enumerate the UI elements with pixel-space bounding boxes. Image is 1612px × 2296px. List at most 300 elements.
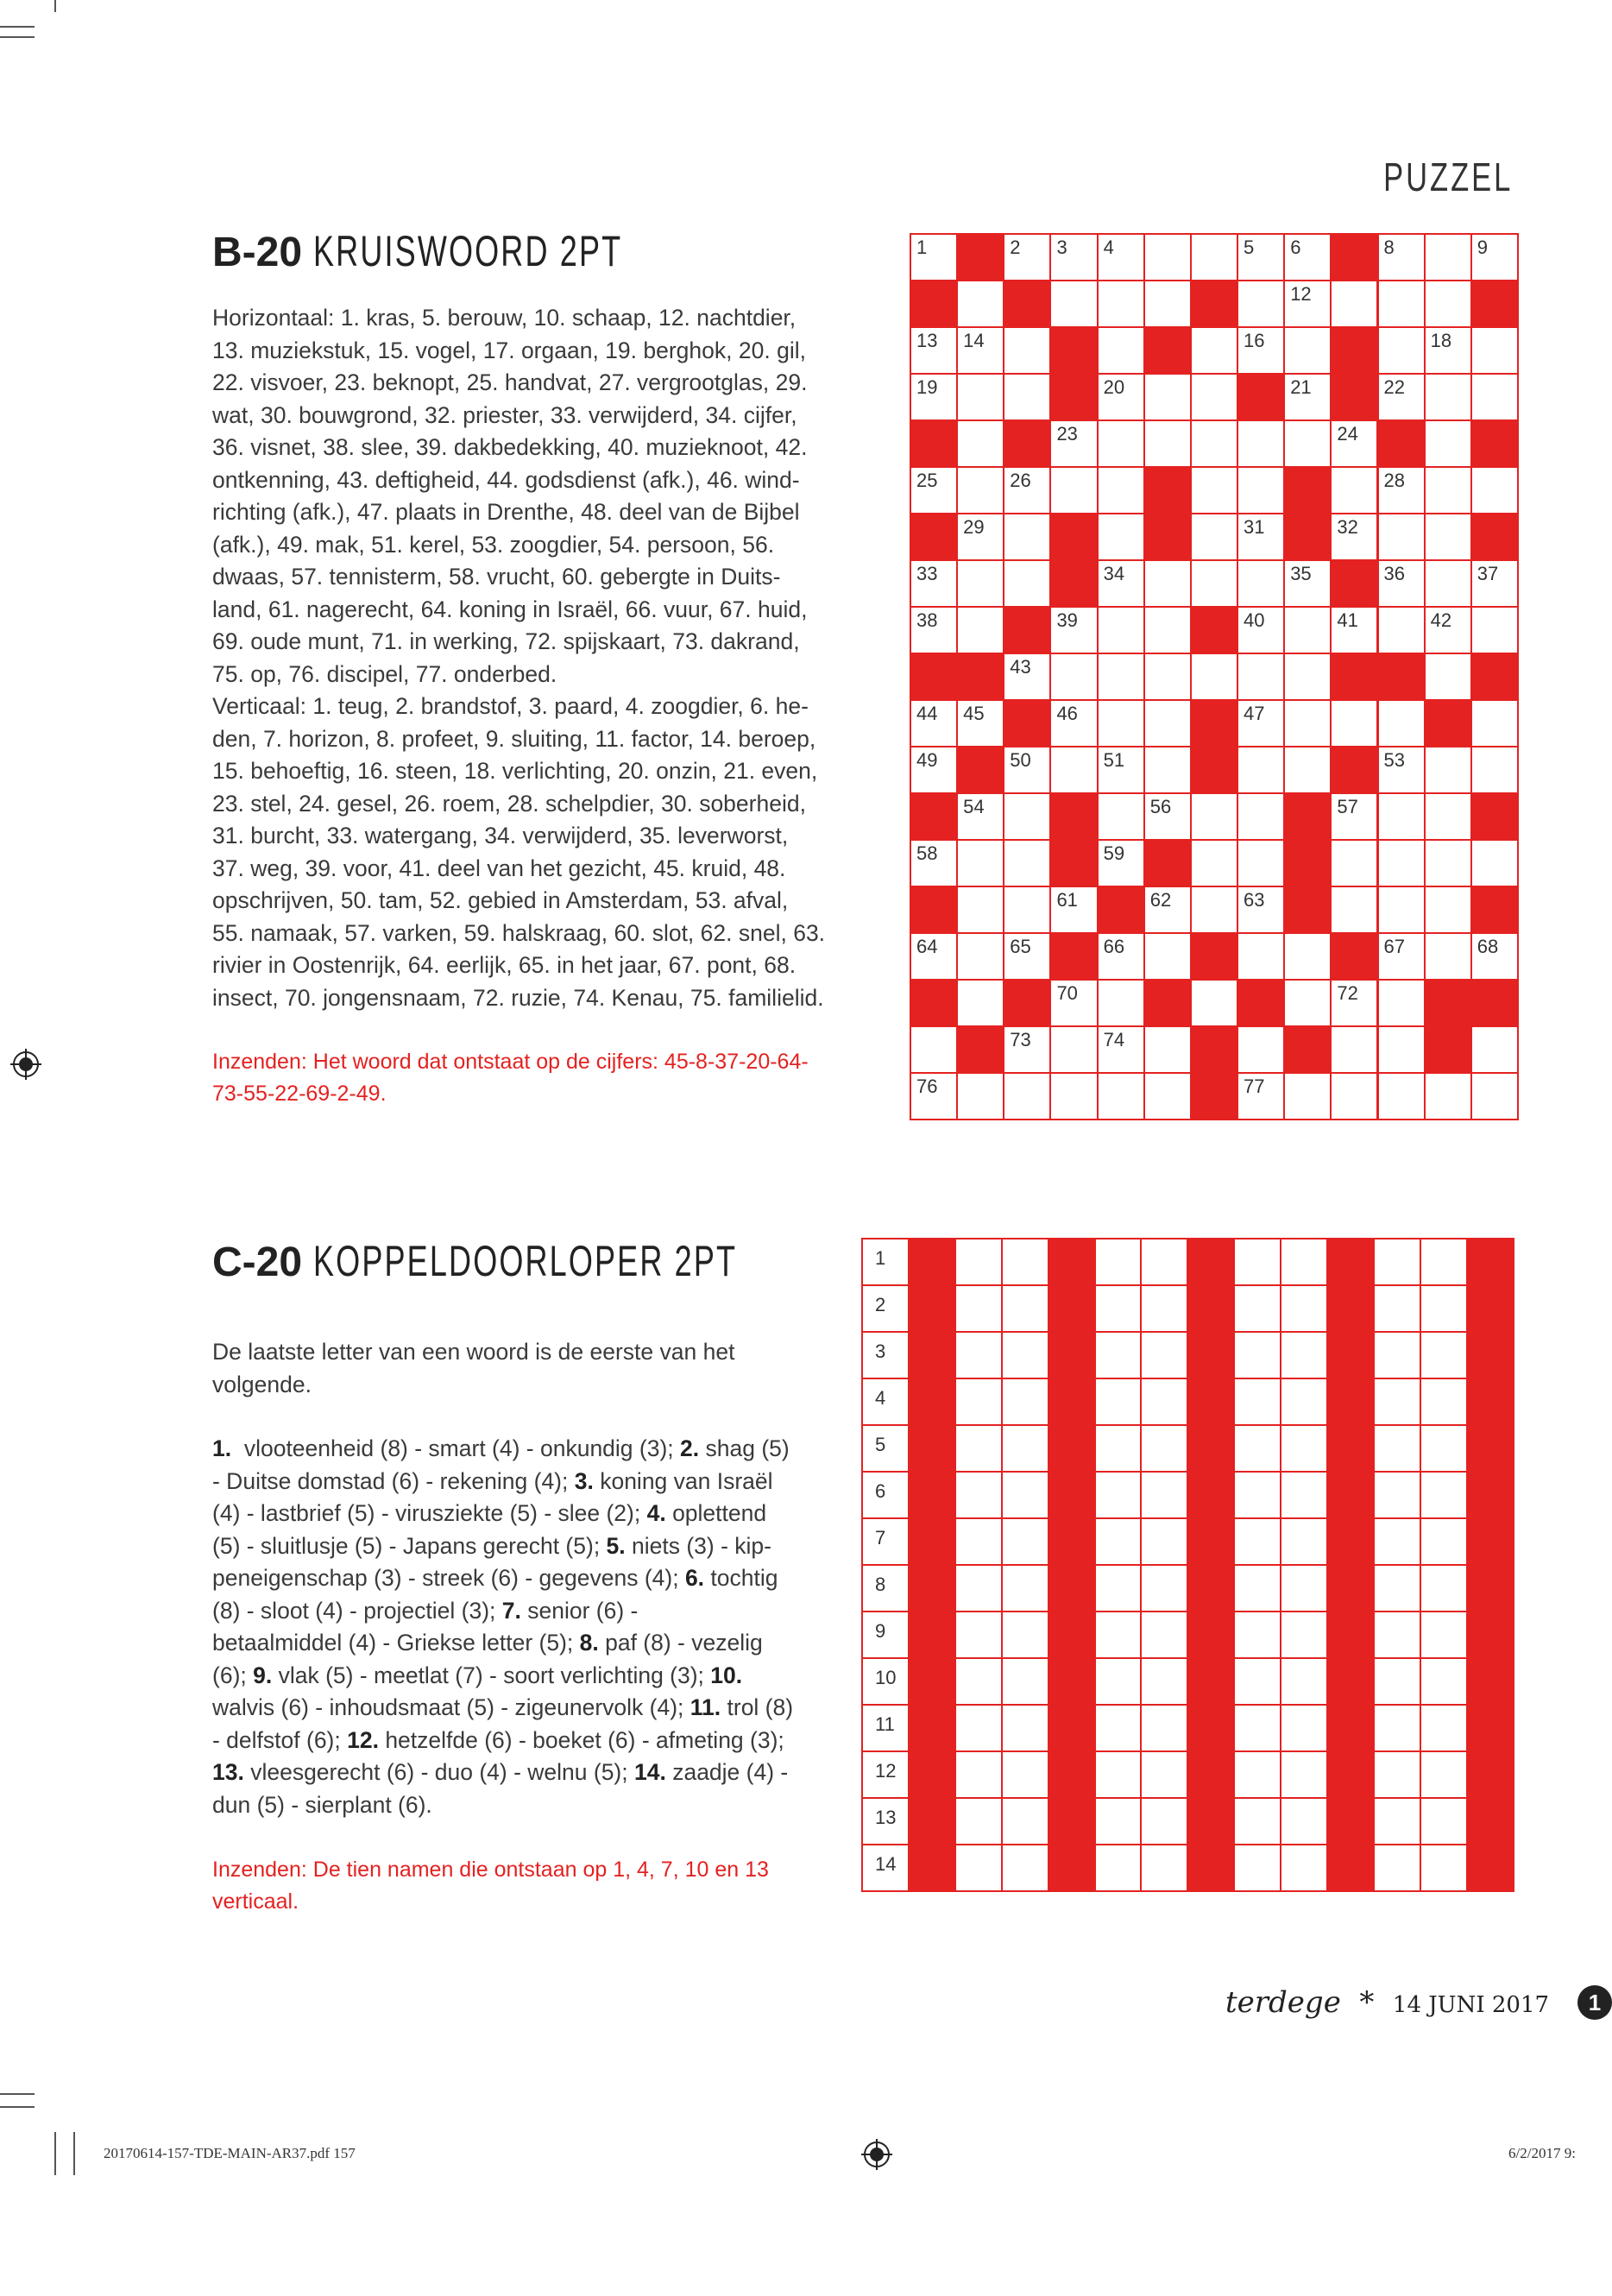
crossword-cell[interactable] — [1470, 839, 1519, 887]
crossword-cell[interactable] — [1003, 326, 1051, 375]
crossword-cell[interactable] — [1237, 233, 1285, 281]
puzzle-cell[interactable] — [1420, 1471, 1468, 1519]
crossword-cell[interactable] — [1097, 1072, 1145, 1120]
crossword-cell[interactable] — [956, 792, 1004, 841]
crossword-cell[interactable] — [1003, 1072, 1051, 1120]
crossword-cell[interactable] — [1143, 746, 1192, 794]
puzzle-cell[interactable] — [954, 1704, 1003, 1752]
puzzle-cell[interactable] — [1001, 1750, 1049, 1799]
crossword-cell[interactable] — [1470, 699, 1519, 747]
crossword-cell[interactable] — [910, 746, 958, 794]
puzzle-cell[interactable] — [1280, 1284, 1328, 1333]
crossword-cell[interactable] — [1190, 373, 1238, 421]
crossword-cell[interactable] — [956, 326, 1004, 375]
crossword-cell[interactable] — [1097, 280, 1145, 328]
puzzle-cell[interactable] — [1280, 1657, 1328, 1706]
puzzle-cell[interactable] — [1001, 1564, 1049, 1612]
highlight-column-cell[interactable] — [1048, 1611, 1096, 1659]
highlight-column-cell[interactable] — [908, 1657, 956, 1706]
highlight-column-cell[interactable] — [1326, 1564, 1375, 1612]
crossword-cell[interactable] — [1330, 1072, 1378, 1120]
highlight-column-cell[interactable] — [1466, 1471, 1514, 1519]
highlight-column-cell[interactable] — [1326, 1238, 1375, 1286]
crossword-cell[interactable] — [1470, 1025, 1519, 1074]
crossword-cell[interactable] — [1097, 513, 1145, 561]
puzzle-cell[interactable] — [954, 1238, 1003, 1286]
crossword-cell[interactable] — [1470, 373, 1519, 421]
crossword-cell[interactable] — [1143, 559, 1192, 608]
crossword-cell[interactable] — [1143, 1072, 1192, 1120]
puzzle-cell[interactable] — [1420, 1284, 1468, 1333]
crossword-cell[interactable] — [1330, 979, 1378, 1027]
highlight-column-cell[interactable] — [908, 1331, 956, 1379]
puzzle-cell[interactable] — [1094, 1657, 1143, 1706]
crossword-cell[interactable] — [956, 606, 1004, 654]
crossword-cell[interactable] — [910, 559, 958, 608]
crossword-cell[interactable] — [956, 280, 1004, 328]
puzzle-cell[interactable] — [1001, 1378, 1049, 1426]
highlight-column-cell[interactable] — [908, 1844, 956, 1892]
highlight-column-cell[interactable] — [1326, 1844, 1375, 1892]
crossword-cell[interactable] — [1143, 606, 1192, 654]
highlight-column-cell[interactable] — [908, 1424, 956, 1473]
puzzle-cell[interactable] — [1233, 1284, 1281, 1333]
crossword-cell[interactable] — [1003, 559, 1051, 608]
highlight-column-cell[interactable] — [1466, 1564, 1514, 1612]
crossword-cell[interactable] — [1237, 326, 1285, 375]
crossword-cell[interactable] — [1143, 1025, 1192, 1074]
puzzle-cell[interactable] — [1280, 1238, 1328, 1286]
puzzle-cell[interactable] — [1420, 1564, 1468, 1612]
highlight-column-cell[interactable] — [908, 1797, 956, 1845]
crossword-cell[interactable] — [1003, 233, 1051, 281]
puzzle-cell[interactable] — [1094, 1844, 1143, 1892]
puzzle-cell[interactable] — [1420, 1797, 1468, 1845]
crossword-cell[interactable] — [1377, 979, 1426, 1027]
crossword-cell[interactable] — [1049, 419, 1098, 468]
crossword-cell[interactable] — [1143, 932, 1192, 981]
crossword-cell[interactable] — [1097, 699, 1145, 747]
crossword-cell[interactable] — [910, 326, 958, 375]
puzzle-cell[interactable] — [954, 1657, 1003, 1706]
crossword-cell[interactable] — [1377, 559, 1426, 608]
crossword-cell[interactable] — [1097, 839, 1145, 887]
puzzle-cell[interactable] — [1373, 1331, 1421, 1379]
highlight-column-cell[interactable] — [1187, 1564, 1235, 1612]
crossword-cell[interactable] — [956, 513, 1004, 561]
puzzle-cell[interactable] — [1420, 1750, 1468, 1799]
crossword-cell[interactable] — [1470, 746, 1519, 794]
puzzle-cell[interactable] — [1233, 1238, 1281, 1286]
puzzle-cell[interactable] — [1280, 1611, 1328, 1659]
puzzle-cell[interactable] — [1001, 1471, 1049, 1519]
crossword-cell[interactable] — [1190, 839, 1238, 887]
puzzle-cell[interactable] — [861, 1331, 910, 1379]
puzzle-cell[interactable] — [1233, 1750, 1281, 1799]
crossword-cell[interactable] — [1097, 792, 1145, 841]
puzzle-cell[interactable] — [1094, 1331, 1143, 1379]
puzzle-cell[interactable] — [1094, 1704, 1143, 1752]
highlight-column-cell[interactable] — [1326, 1750, 1375, 1799]
highlight-column-cell[interactable] — [1326, 1378, 1375, 1426]
puzzle-cell[interactable] — [1001, 1611, 1049, 1659]
puzzle-cell[interactable] — [1233, 1471, 1281, 1519]
crossword-cell[interactable] — [1003, 886, 1051, 934]
crossword-cell[interactable] — [1424, 886, 1472, 934]
crossword-cell[interactable] — [910, 699, 958, 747]
crossword-cell[interactable] — [1283, 746, 1332, 794]
crossword-cell[interactable] — [1377, 746, 1426, 794]
highlight-column-cell[interactable] — [1048, 1517, 1096, 1566]
puzzle-cell[interactable] — [954, 1797, 1003, 1845]
crossword-cell[interactable] — [1283, 979, 1332, 1027]
crossword-cell[interactable] — [1143, 886, 1192, 934]
puzzle-cell[interactable] — [861, 1564, 910, 1612]
crossword-cell[interactable] — [956, 419, 1004, 468]
crossword-cell[interactable] — [1330, 419, 1378, 468]
crossword-cell[interactable] — [1049, 280, 1098, 328]
highlight-column-cell[interactable] — [1466, 1704, 1514, 1752]
crossword-cell[interactable] — [1003, 839, 1051, 887]
crossword-cell[interactable] — [1470, 466, 1519, 514]
crossword-cell[interactable] — [1049, 233, 1098, 281]
crossword-cell[interactable] — [1424, 792, 1472, 841]
crossword-cell[interactable] — [1003, 932, 1051, 981]
crossword-cell[interactable] — [1097, 979, 1145, 1027]
puzzle-cell[interactable] — [1094, 1517, 1143, 1566]
crossword-cell[interactable] — [1190, 886, 1238, 934]
crossword-cell[interactable] — [1143, 419, 1192, 468]
puzzle-cell[interactable] — [1373, 1844, 1421, 1892]
crossword-grid[interactable] — [910, 233, 1517, 1119]
puzzle-cell[interactable] — [1140, 1378, 1188, 1426]
highlight-column-cell[interactable] — [1048, 1471, 1096, 1519]
crossword-cell[interactable] — [1283, 1072, 1332, 1120]
crossword-cell[interactable] — [1377, 373, 1426, 421]
puzzle-cell[interactable] — [1420, 1517, 1468, 1566]
crossword-cell[interactable] — [1470, 559, 1519, 608]
highlight-column-cell[interactable] — [1048, 1331, 1096, 1379]
puzzle-cell[interactable] — [1001, 1797, 1049, 1845]
crossword-cell[interactable] — [1377, 932, 1426, 981]
crossword-cell[interactable] — [910, 466, 958, 514]
highlight-column-cell[interactable] — [1466, 1284, 1514, 1333]
puzzle-cell[interactable] — [1373, 1750, 1421, 1799]
highlight-column-cell[interactable] — [1187, 1378, 1235, 1426]
puzzle-cell[interactable] — [1140, 1424, 1188, 1473]
puzzle-cell[interactable] — [1420, 1611, 1468, 1659]
crossword-cell[interactable] — [1097, 559, 1145, 608]
crossword-cell[interactable] — [1330, 886, 1378, 934]
crossword-cell[interactable] — [1377, 466, 1426, 514]
crossword-cell[interactable] — [1470, 1072, 1519, 1120]
crossword-cell[interactable] — [1470, 326, 1519, 375]
highlight-column-cell[interactable] — [1326, 1657, 1375, 1706]
puzzle-cell[interactable] — [1094, 1797, 1143, 1845]
puzzle-cell[interactable] — [861, 1424, 910, 1473]
puzzle-cell[interactable] — [1420, 1657, 1468, 1706]
crossword-cell[interactable] — [1237, 466, 1285, 514]
puzzle-cell[interactable] — [1420, 1238, 1468, 1286]
highlight-column-cell[interactable] — [908, 1517, 956, 1566]
crossword-cell[interactable] — [956, 466, 1004, 514]
crossword-cell[interactable] — [1097, 466, 1145, 514]
puzzle-cell[interactable] — [1280, 1378, 1328, 1426]
crossword-cell[interactable] — [910, 1072, 958, 1120]
highlight-column-cell[interactable] — [1187, 1657, 1235, 1706]
puzzle-cell[interactable] — [1420, 1844, 1468, 1892]
puzzle-cell[interactable] — [1420, 1704, 1468, 1752]
highlight-column-cell[interactable] — [1466, 1657, 1514, 1706]
highlight-column-cell[interactable] — [908, 1750, 956, 1799]
crossword-cell[interactable] — [956, 699, 1004, 747]
highlight-column-cell[interactable] — [1187, 1331, 1235, 1379]
puzzle-cell[interactable] — [954, 1331, 1003, 1379]
puzzle-cell[interactable] — [1280, 1564, 1328, 1612]
crossword-cell[interactable] — [1330, 792, 1378, 841]
crossword-cell[interactable] — [1424, 419, 1472, 468]
highlight-column-cell[interactable] — [1048, 1797, 1096, 1845]
crossword-cell[interactable] — [1097, 606, 1145, 654]
puzzle-cell[interactable] — [1001, 1517, 1049, 1566]
crossword-cell[interactable] — [1237, 280, 1285, 328]
highlight-column-cell[interactable] — [908, 1284, 956, 1333]
crossword-cell[interactable] — [910, 373, 958, 421]
highlight-column-cell[interactable] — [1326, 1611, 1375, 1659]
highlight-column-cell[interactable] — [1048, 1844, 1096, 1892]
highlight-column-cell[interactable] — [1048, 1238, 1096, 1286]
puzzle-cell[interactable] — [1373, 1424, 1421, 1473]
puzzle-cell[interactable] — [1420, 1331, 1468, 1379]
crossword-cell[interactable] — [956, 979, 1004, 1027]
crossword-cell[interactable] — [1424, 559, 1472, 608]
puzzle-cell[interactable] — [1140, 1844, 1188, 1892]
puzzle-cell[interactable] — [1094, 1284, 1143, 1333]
crossword-cell[interactable] — [1330, 1025, 1378, 1074]
puzzle-cell[interactable] — [1373, 1284, 1421, 1333]
highlight-column-cell[interactable] — [1466, 1797, 1514, 1845]
crossword-cell[interactable] — [1283, 280, 1332, 328]
crossword-cell[interactable] — [1049, 466, 1098, 514]
crossword-cell[interactable] — [1283, 653, 1332, 701]
crossword-cell[interactable] — [1143, 373, 1192, 421]
highlight-column-cell[interactable] — [1187, 1844, 1235, 1892]
crossword-cell[interactable] — [1237, 559, 1285, 608]
highlight-column-cell[interactable] — [1187, 1424, 1235, 1473]
crossword-cell[interactable] — [1237, 653, 1285, 701]
crossword-cell[interactable] — [1283, 699, 1332, 747]
crossword-cell[interactable] — [1424, 932, 1472, 981]
puzzle-cell[interactable] — [1280, 1471, 1328, 1519]
highlight-column-cell[interactable] — [1466, 1844, 1514, 1892]
crossword-cell[interactable] — [1424, 1072, 1472, 1120]
puzzle-cell[interactable] — [1140, 1750, 1188, 1799]
crossword-cell[interactable] — [1424, 233, 1472, 281]
crossword-cell[interactable] — [1377, 886, 1426, 934]
puzzle-cell[interactable] — [954, 1284, 1003, 1333]
puzzle-cell[interactable] — [1140, 1657, 1188, 1706]
puzzle-cell[interactable] — [1373, 1378, 1421, 1426]
puzzle-cell[interactable] — [1140, 1704, 1188, 1752]
crossword-cell[interactable] — [1190, 559, 1238, 608]
crossword-cell[interactable] — [1143, 280, 1192, 328]
puzzle-cell[interactable] — [861, 1517, 910, 1566]
highlight-column-cell[interactable] — [1326, 1517, 1375, 1566]
puzzle-cell[interactable] — [1280, 1424, 1328, 1473]
highlight-column-cell[interactable] — [908, 1378, 956, 1426]
crossword-cell[interactable] — [1237, 699, 1285, 747]
crossword-cell[interactable] — [1330, 466, 1378, 514]
puzzle-cell[interactable] — [1233, 1424, 1281, 1473]
puzzle-cell[interactable] — [954, 1611, 1003, 1659]
highlight-column-cell[interactable] — [1187, 1704, 1235, 1752]
crossword-cell[interactable] — [1003, 792, 1051, 841]
puzzle-cell[interactable] — [1280, 1517, 1328, 1566]
highlight-column-cell[interactable] — [908, 1704, 956, 1752]
puzzle-cell[interactable] — [1373, 1564, 1421, 1612]
puzzle-cell[interactable] — [1233, 1564, 1281, 1612]
crossword-cell[interactable] — [1237, 746, 1285, 794]
crossword-cell[interactable] — [1470, 606, 1519, 654]
puzzle-cell[interactable] — [1420, 1378, 1468, 1426]
puzzle-cell[interactable] — [1280, 1704, 1328, 1752]
puzzle-cell[interactable] — [1233, 1797, 1281, 1845]
crossword-cell[interactable] — [1283, 373, 1332, 421]
crossword-cell[interactable] — [1424, 280, 1472, 328]
crossword-cell[interactable] — [1097, 932, 1145, 981]
crossword-cell[interactable] — [1049, 1025, 1098, 1074]
puzzle-cell[interactable] — [1094, 1238, 1143, 1286]
crossword-cell[interactable] — [1283, 326, 1332, 375]
crossword-cell[interactable] — [1237, 839, 1285, 887]
puzzle-cell[interactable] — [1140, 1564, 1188, 1612]
crossword-cell[interactable] — [1424, 373, 1472, 421]
crossword-cell[interactable] — [1377, 792, 1426, 841]
highlight-column-cell[interactable] — [1466, 1750, 1514, 1799]
puzzle-cell[interactable] — [1094, 1750, 1143, 1799]
crossword-cell[interactable] — [910, 932, 958, 981]
puzzle-cell[interactable] — [861, 1657, 910, 1706]
crossword-cell[interactable] — [910, 606, 958, 654]
puzzle-cell[interactable] — [1420, 1424, 1468, 1473]
puzzle-cell[interactable] — [1280, 1797, 1328, 1845]
crossword-cell[interactable] — [1377, 513, 1426, 561]
highlight-column-cell[interactable] — [1466, 1424, 1514, 1473]
crossword-cell[interactable] — [956, 886, 1004, 934]
puzzle-cell[interactable] — [861, 1611, 910, 1659]
puzzle-cell[interactable] — [1373, 1517, 1421, 1566]
crossword-cell[interactable] — [1049, 886, 1098, 934]
highlight-column-cell[interactable] — [908, 1564, 956, 1612]
crossword-cell[interactable] — [1330, 513, 1378, 561]
puzzle-cell[interactable] — [1094, 1611, 1143, 1659]
puzzle-cell[interactable] — [1140, 1471, 1188, 1519]
crossword-cell[interactable] — [956, 373, 1004, 421]
crossword-cell[interactable] — [910, 1025, 958, 1074]
highlight-column-cell[interactable] — [908, 1471, 956, 1519]
puzzle-cell[interactable] — [1280, 1331, 1328, 1379]
crossword-cell[interactable] — [1377, 280, 1426, 328]
puzzle-cell[interactable] — [861, 1378, 910, 1426]
crossword-cell[interactable] — [1190, 792, 1238, 841]
puzzle-cell[interactable] — [1280, 1750, 1328, 1799]
crossword-cell[interactable] — [1424, 746, 1472, 794]
puzzle-cell[interactable] — [861, 1704, 910, 1752]
puzzle-cell[interactable] — [1233, 1331, 1281, 1379]
crossword-cell[interactable] — [1424, 606, 1472, 654]
crossword-cell[interactable] — [1049, 746, 1098, 794]
highlight-column-cell[interactable] — [1466, 1238, 1514, 1286]
crossword-cell[interactable] — [1097, 326, 1145, 375]
crossword-cell[interactable] — [1237, 1072, 1285, 1120]
puzzle-cell[interactable] — [1094, 1564, 1143, 1612]
crossword-cell[interactable] — [1190, 979, 1238, 1027]
highlight-column-cell[interactable] — [1048, 1564, 1096, 1612]
crossword-cell[interactable] — [1424, 466, 1472, 514]
puzzle-cell[interactable] — [861, 1750, 910, 1799]
crossword-cell[interactable] — [956, 932, 1004, 981]
puzzle-cell[interactable] — [1373, 1471, 1421, 1519]
crossword-cell[interactable] — [1190, 233, 1238, 281]
puzzle-cell[interactable] — [1373, 1657, 1421, 1706]
crossword-cell[interactable] — [1049, 606, 1098, 654]
highlight-column-cell[interactable] — [1187, 1238, 1235, 1286]
crossword-cell[interactable] — [1424, 839, 1472, 887]
highlight-column-cell[interactable] — [1187, 1284, 1235, 1333]
crossword-cell[interactable] — [1237, 1025, 1285, 1074]
puzzle-cell[interactable] — [861, 1844, 910, 1892]
highlight-column-cell[interactable] — [1187, 1517, 1235, 1566]
highlight-column-cell[interactable] — [1326, 1704, 1375, 1752]
puzzle-cell[interactable] — [1233, 1378, 1281, 1426]
crossword-cell[interactable] — [956, 839, 1004, 887]
crossword-cell[interactable] — [1143, 699, 1192, 747]
crossword-cell[interactable] — [1377, 326, 1426, 375]
crossword-cell[interactable] — [1190, 419, 1238, 468]
highlight-column-cell[interactable] — [1466, 1517, 1514, 1566]
crossword-cell[interactable] — [1377, 699, 1426, 747]
crossword-cell[interactable] — [1283, 559, 1332, 608]
crossword-cell[interactable] — [1330, 280, 1378, 328]
puzzle-cell[interactable] — [1140, 1284, 1188, 1333]
crossword-cell[interactable] — [1330, 839, 1378, 887]
puzzle-cell[interactable] — [1140, 1517, 1188, 1566]
crossword-cell[interactable] — [956, 559, 1004, 608]
puzzle-cell[interactable] — [1233, 1517, 1281, 1566]
puzzle-cell[interactable] — [1373, 1797, 1421, 1845]
crossword-cell[interactable] — [1143, 792, 1192, 841]
highlight-column-cell[interactable] — [1466, 1331, 1514, 1379]
puzzle-cell[interactable] — [1001, 1238, 1049, 1286]
crossword-cell[interactable] — [1470, 932, 1519, 981]
puzzle-cell[interactable] — [861, 1284, 910, 1333]
puzzle-cell[interactable] — [1233, 1657, 1281, 1706]
crossword-cell[interactable] — [1097, 233, 1145, 281]
puzzle-cell[interactable] — [1373, 1704, 1421, 1752]
highlight-column-cell[interactable] — [1466, 1378, 1514, 1426]
crossword-cell[interactable] — [1190, 326, 1238, 375]
highlight-column-cell[interactable] — [1187, 1471, 1235, 1519]
crossword-cell[interactable] — [1003, 1025, 1051, 1074]
crossword-cell[interactable] — [1424, 653, 1472, 701]
crossword-cell[interactable] — [1097, 373, 1145, 421]
puzzle-cell[interactable] — [954, 1844, 1003, 1892]
puzzle-cell[interactable] — [1001, 1284, 1049, 1333]
crossword-cell[interactable] — [1237, 606, 1285, 654]
puzzle-cell[interactable] — [1001, 1844, 1049, 1892]
crossword-cell[interactable] — [1470, 233, 1519, 281]
crossword-cell[interactable] — [1237, 513, 1285, 561]
